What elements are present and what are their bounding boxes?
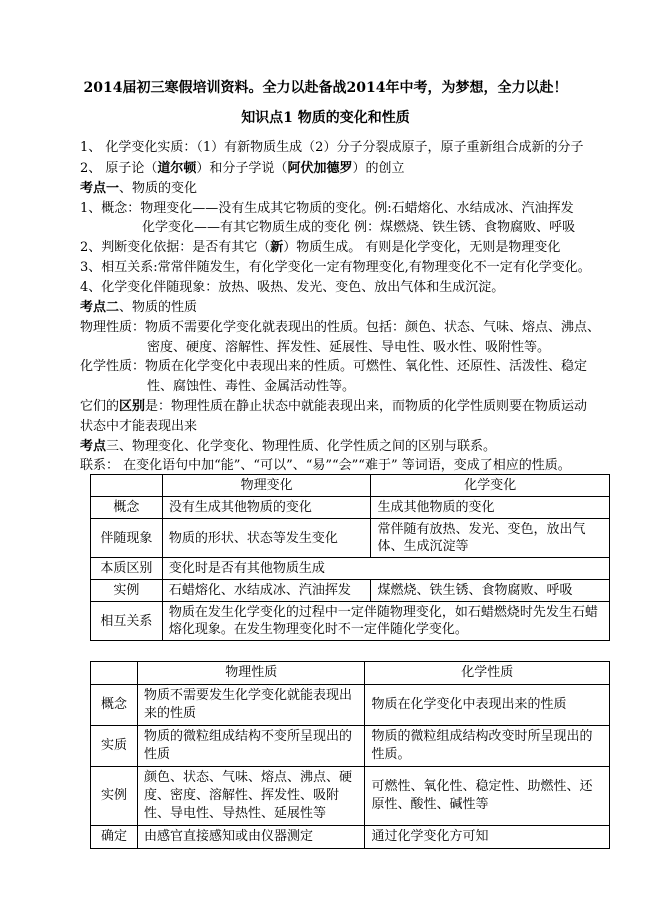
kp1-label: 考点一 xyxy=(80,181,120,196)
header-chem-prop: 化学性质 xyxy=(365,662,610,685)
text: 2、判断变化依据：是否有其它（ xyxy=(80,240,271,255)
difference-word: 区别 xyxy=(119,399,146,414)
intro-line-1: 1、 化学变化实质：（1）有新物质生成（2）分子分裂成原子，原子重新组合成新的分子 xyxy=(80,140,584,155)
header-phys-change: 物理变化 xyxy=(162,475,371,497)
kp1-heading-text: 、物质的变化 xyxy=(119,181,198,196)
header-phys-prop: 物理性质 xyxy=(137,662,365,685)
kp2-heading xyxy=(80,300,197,316)
chem-prop-line-1: 化学性质：物质在化学变化中表现出来的性质。可燃性、氧化性、还原性、活泼性、稳定 xyxy=(80,359,588,374)
kp1-line-4: 3、相互关系:常常伴随发生，有化学变化一定有物理变化,有物理变化不一定有化学变化。 xyxy=(80,260,591,275)
link-line: 联系： 在变化语句中加“能”、“可以”、“易”“会”“难于” 等词语，变成了相应的性质。 xyxy=(80,458,571,473)
cell: 颜色、状态、气味、熔点、沸点、硬度、密度、溶解性、挥发性、吸附性、导电性、导热性、延展性等 xyxy=(137,767,365,826)
cell: 由感官直接感知或由仪器测定 xyxy=(137,826,365,849)
cell: 物质的微粒组成结构改变时所呈现出的性质。 xyxy=(365,726,610,767)
row-label: 确定 xyxy=(91,826,138,849)
kp1-line-3 xyxy=(80,240,560,256)
cell: 物质的形状、状态等发生变化 xyxy=(162,519,371,558)
row-label: 实例 xyxy=(91,580,163,602)
row-label: 本质区别 xyxy=(91,558,163,580)
cell: 物质在化学变化中表现出来的性质 xyxy=(365,685,610,726)
difference-line-1 xyxy=(80,399,587,415)
section-title: 知识点1 物质的变化和性质 xyxy=(241,110,410,126)
cell: 生成其他物质的变化 xyxy=(371,497,610,519)
phys-prop-line-1: 物理性质：物质不需要化学变化就表现出的性质。包括：颜色、状态、气味、熔点、沸点、 xyxy=(80,320,601,335)
intro-line-2 xyxy=(80,161,404,177)
text: ）的创立 xyxy=(352,161,405,176)
header-chem-change: 化学变化 xyxy=(371,475,610,497)
text: ）物质生成。 有则是化学变化，无则是物理变化 xyxy=(283,240,561,255)
row-label: 相互关系 xyxy=(91,602,163,641)
cell: 没有生成其他物质的变化 xyxy=(162,497,371,519)
kp3-label: 考点 xyxy=(80,439,107,454)
avogadro: 阿伏加德罗 xyxy=(287,161,353,176)
cell: 通过化学变化方可知 xyxy=(365,826,610,849)
row-label: 实质 xyxy=(91,726,138,767)
row-label: 概念 xyxy=(91,497,163,519)
phys-prop-line-2: 密度、硬度、溶解性、挥发性、延展性、导电性、吸水性、吸附性等。 xyxy=(147,340,551,355)
kp3-heading-text: 三、物理变化、化学变化、物理性质、化学性质之间的区别与联系。 xyxy=(106,439,497,454)
text: 2、 原子论（ xyxy=(80,161,158,176)
dalton: 道尔顿 xyxy=(157,161,197,176)
row-label: 伴随现象 xyxy=(91,519,163,558)
cell: 石蜡熔化、水结成冰、汽油挥发 xyxy=(162,580,371,602)
kp1-line-5: 4、化学变化伴随现象：放热、吸热、发光、变色、放出气体和生成沉淀。 xyxy=(80,280,505,295)
banner: 2014届初三寒假培训资料。全力以赴备战2014年中考，为梦想，全力以赴！ xyxy=(83,80,568,96)
chem-prop-line-2: 性、腐蚀性、毒性、金属活动性等。 xyxy=(147,379,356,394)
cell: 物质的微粒组成结构不变所呈现出的性质 xyxy=(137,726,365,767)
row-label: 概念 xyxy=(91,685,138,726)
kp1-line-1: 1、概念：物理变化——没有生成其它物质的变化。例:石蜡熔化、水结成冰、汽油挥发 xyxy=(80,201,574,216)
difference-line-2: 状态中才能表现出来 xyxy=(80,419,198,434)
empty-cell xyxy=(91,475,163,497)
row-label: 实例 xyxy=(91,767,138,826)
kp1-line-2: 化学变化——有其它物质生成的变化 例：煤燃烧、铁生锈、食物腐败、呼吸 xyxy=(142,220,576,235)
empty-cell xyxy=(91,662,138,685)
cell: 物质不需要发生化学变化就能表现出来的性质 xyxy=(137,685,365,726)
cell: 变化时是否有其他物质生成 xyxy=(162,558,609,580)
text: 它们的 xyxy=(80,399,120,414)
text: ）和分子学说（ xyxy=(196,161,288,176)
cell: 常伴随有放热、发光、变色，放出气体、生成沉淀等 xyxy=(371,519,610,558)
text: 是：物理性质在静止状态中就能表现出来，而物质的化学性质则要在物质运动 xyxy=(145,399,588,414)
kp3-heading xyxy=(80,439,496,455)
change-table xyxy=(90,474,610,641)
cell: 物质在发生化学变化的过程中一定伴随物理变化，如石蜡燃烧时先发生石蜡熔化现象。在发生物理变化时不一定伴随化学变化。 xyxy=(162,602,609,641)
new-word: 新 xyxy=(270,240,284,255)
kp2-label: 考点二 xyxy=(80,300,120,315)
kp2-heading-text: 、物质的性质 xyxy=(119,300,198,315)
cell: 可燃性、氧化性、稳定性、助燃性、还原性、酸性、碱性等 xyxy=(365,767,610,826)
property-table xyxy=(90,661,610,849)
kp1-heading xyxy=(80,181,197,197)
cell: 煤燃烧、铁生锈、食物腐败、呼吸 xyxy=(371,580,610,602)
